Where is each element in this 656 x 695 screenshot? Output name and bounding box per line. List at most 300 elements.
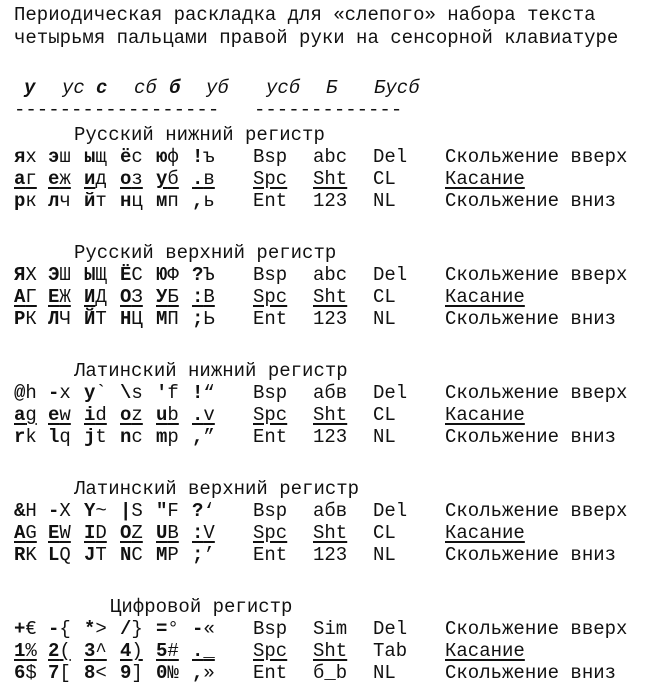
key-secondary: W	[59, 522, 71, 544]
key-secondary: Т	[95, 308, 107, 330]
key-primary: A	[14, 522, 26, 544]
key-pair	[84, 308, 107, 330]
key-primary: "	[156, 500, 168, 522]
command-key: Del	[373, 618, 408, 640]
key-secondary: Ж	[59, 286, 71, 308]
key-primary: 4	[120, 640, 132, 662]
key-pair	[156, 146, 179, 168]
key-secondary: Z	[131, 522, 143, 544]
section-title: Цифровой регистр	[110, 596, 293, 618]
key-secondary: F	[167, 500, 179, 522]
key-pair	[192, 404, 215, 426]
key-secondary: Д	[95, 286, 107, 308]
key-pair	[156, 264, 179, 286]
key-pair	[84, 404, 107, 426]
command-key: Del	[373, 382, 408, 404]
key-primary: ?	[192, 500, 204, 522]
command-key: абв	[313, 500, 348, 522]
legend-item: уб	[206, 77, 229, 99]
key-pair	[192, 168, 215, 190]
key-secondary: Б	[167, 286, 179, 308]
command-key: CL	[373, 286, 396, 308]
key-pair	[14, 404, 37, 426]
key-pair	[192, 500, 215, 522]
key-secondary: с	[131, 146, 143, 168]
key-primary: !	[192, 146, 204, 168]
command-key: Ent	[253, 662, 288, 684]
command-key: 123	[313, 190, 348, 212]
key-primary: r	[14, 426, 26, 448]
command-key: Del	[373, 264, 408, 286]
command-key: Bsp	[253, 264, 288, 286]
key-primary: o	[120, 404, 132, 426]
key-secondary: >	[95, 618, 107, 640]
key-pair	[120, 662, 143, 684]
key-pair	[48, 662, 71, 684]
key-primary: E	[48, 522, 60, 544]
command-key: Sht	[313, 168, 348, 190]
key-secondary: (	[59, 640, 71, 662]
key-secondary: »	[203, 662, 215, 684]
gesture-label: Касание	[445, 404, 525, 426]
key-pair	[48, 640, 71, 662]
key-primary: -	[48, 618, 60, 640]
key-primary: .	[192, 640, 204, 662]
key-pair	[120, 190, 143, 212]
key-primary: =	[156, 618, 168, 640]
key-pair	[156, 662, 179, 684]
key-secondary: ’	[203, 544, 215, 566]
gesture-label: Касание	[445, 640, 525, 662]
key-primary: 8	[84, 662, 96, 684]
legend-item: с	[96, 77, 108, 99]
key-primary: |	[120, 500, 132, 522]
key-pair	[84, 662, 107, 684]
key-primary: Я	[14, 264, 26, 286]
key-pair	[48, 264, 71, 286]
key-pair	[48, 190, 71, 212]
key-secondary: $	[25, 662, 37, 684]
key-primary: Y	[84, 500, 96, 522]
gesture-label: Касание	[445, 522, 525, 544]
key-secondary: f	[167, 382, 179, 404]
command-key: Tab	[373, 640, 408, 662]
key-pair	[84, 500, 107, 522]
gesture-label: Скольжение вверх	[445, 146, 628, 168]
gesture-label: Скольжение вниз	[445, 544, 617, 566]
key-primary: U	[156, 522, 168, 544]
key-primary: Н	[120, 308, 132, 330]
key-secondary: Ъ	[203, 264, 215, 286]
key-pair	[14, 662, 37, 684]
key-pair	[156, 618, 179, 640]
key-pair	[14, 618, 37, 640]
key-secondary: С	[131, 264, 143, 286]
key-secondary: [	[59, 662, 71, 684]
key-pair	[192, 640, 215, 662]
command-key: Del	[373, 146, 408, 168]
key-pair	[120, 544, 143, 566]
key-secondary: в	[203, 168, 215, 190]
key-pair	[156, 190, 179, 212]
key-pair	[156, 522, 179, 544]
key-pair	[192, 190, 215, 212]
key-primary: Ю	[156, 264, 168, 286]
key-secondary: x	[59, 382, 71, 404]
key-pair	[156, 426, 179, 448]
command-key: Bsp	[253, 382, 288, 404]
key-primary: е	[48, 168, 60, 190]
key-secondary: ъ	[203, 146, 215, 168]
key-secondary: °	[167, 618, 179, 640]
key-secondary: q	[59, 426, 71, 448]
key-primary: О	[120, 286, 132, 308]
key-secondary: Ц	[131, 308, 143, 330]
key-pair	[14, 640, 37, 662]
key-pair	[84, 264, 107, 286]
key-pair	[120, 286, 143, 308]
key-primary: и	[84, 168, 96, 190]
gesture-label: Скольжение вверх	[445, 382, 628, 404]
command-key: NL	[373, 308, 396, 330]
key-secondary: g	[25, 404, 37, 426]
key-pair	[48, 426, 71, 448]
key-pair	[120, 640, 143, 662]
key-primary: u	[156, 404, 168, 426]
key-primary: +	[14, 618, 26, 640]
command-key: abc	[313, 146, 348, 168]
key-secondary: {	[59, 618, 71, 640]
key-pair	[120, 382, 143, 404]
key-pair	[156, 404, 179, 426]
key-primary: о	[120, 168, 132, 190]
key-secondary: ф	[167, 146, 179, 168]
key-secondary: Ф	[167, 264, 179, 286]
key-primary: J	[84, 544, 96, 566]
legend-item: Б	[326, 77, 338, 99]
key-primary: ?	[192, 264, 204, 286]
gesture-label: Скольжение вверх	[445, 264, 628, 286]
command-key: 123	[313, 544, 348, 566]
key-primary: э	[48, 146, 60, 168]
key-primary: Э	[48, 264, 60, 286]
key-pair	[48, 500, 71, 522]
key-pair	[120, 404, 143, 426]
key-pair	[48, 544, 71, 566]
key-pair	[14, 500, 37, 522]
key-secondary: s	[131, 382, 143, 404]
key-secondary: б	[167, 168, 179, 190]
key-pair	[84, 190, 107, 212]
key-pair	[120, 308, 143, 330]
key-secondary: «	[203, 618, 215, 640]
key-secondary: B	[167, 522, 179, 544]
key-secondary: v	[203, 404, 215, 426]
key-secondary: к	[25, 190, 37, 212]
section-title: Латинский нижний регистр	[74, 360, 348, 382]
key-secondary: z	[131, 404, 143, 426]
key-primary: I	[84, 522, 96, 544]
command-key: Sim	[313, 618, 348, 640]
key-primary: й	[84, 190, 96, 212]
key-primary: L	[48, 544, 60, 566]
command-key: 123	[313, 308, 348, 330]
key-secondary: Ш	[59, 264, 71, 286]
key-primary: ,	[192, 662, 204, 684]
key-secondary: д	[95, 168, 107, 190]
key-secondary: ^	[95, 640, 107, 662]
document-title-line-2: четырьмя пальцами правой руки на сенсорной клавиатуре	[14, 27, 619, 49]
key-secondary: ]	[131, 662, 143, 684]
key-primary: 2	[48, 640, 60, 662]
key-pair	[84, 618, 107, 640]
key-pair	[192, 544, 215, 566]
key-primary: a	[14, 404, 26, 426]
key-secondary: X	[59, 500, 71, 522]
key-primary: 3	[84, 640, 96, 662]
key-primary: *	[84, 618, 96, 640]
gesture-label: Касание	[445, 168, 525, 190]
key-primary: ;	[192, 544, 204, 566]
key-secondary: Q	[59, 544, 71, 566]
key-secondary: w	[59, 404, 71, 426]
gesture-label: Скольжение вверх	[445, 500, 628, 522]
key-primary: n	[120, 426, 132, 448]
legend-dashes	[14, 99, 403, 121]
key-primary: l	[48, 426, 60, 448]
key-primary: Е	[48, 286, 60, 308]
key-primary: -	[192, 618, 204, 640]
key-pair	[84, 544, 107, 566]
key-primary: 7	[48, 662, 60, 684]
key-secondary: “	[203, 382, 215, 404]
legend-dashes-left: ------------------	[14, 99, 220, 121]
key-secondary: щ	[95, 146, 107, 168]
key-secondary: ~	[95, 500, 107, 522]
key-secondary: З	[131, 286, 143, 308]
key-secondary: ц	[131, 190, 143, 212]
command-key: Sht	[313, 640, 348, 662]
key-primary: м	[156, 190, 168, 212]
key-secondary: ч	[59, 190, 71, 212]
command-key: Spc	[253, 404, 288, 426]
key-pair	[14, 544, 37, 566]
key-secondary: т	[95, 190, 107, 212]
key-secondary: ‘	[203, 500, 215, 522]
command-key: Sht	[313, 404, 348, 426]
command-key: б_b	[313, 662, 348, 684]
command-key: abc	[313, 264, 348, 286]
key-secondary: г	[25, 168, 37, 190]
key-primary: .	[192, 168, 204, 190]
key-pair	[192, 522, 215, 544]
key-primary: M	[156, 544, 168, 566]
key-secondary: b	[167, 404, 179, 426]
key-primary: @	[14, 382, 26, 404]
key-primary: :	[192, 522, 204, 544]
key-primary: л	[48, 190, 60, 212]
gesture-label: Касание	[445, 286, 525, 308]
command-key: Ent	[253, 308, 288, 330]
key-primary: -	[48, 382, 60, 404]
key-primary: -	[48, 500, 60, 522]
key-secondary: S	[131, 500, 143, 522]
key-pair	[84, 168, 107, 190]
key-pair	[120, 500, 143, 522]
key-pair	[120, 168, 143, 190]
key-secondary: Щ	[95, 264, 107, 286]
gesture-label: Скольжение вверх	[445, 618, 628, 640]
key-primary: 0	[156, 662, 168, 684]
key-primary: н	[120, 190, 132, 212]
key-primary: Й	[84, 308, 96, 330]
key-pair	[192, 662, 215, 684]
key-primary: !	[192, 382, 204, 404]
command-key: NL	[373, 190, 396, 212]
key-pair	[192, 308, 215, 330]
command-key: Spc	[253, 286, 288, 308]
key-primary: Ё	[120, 264, 132, 286]
key-pair	[48, 308, 71, 330]
key-secondary: %	[25, 640, 37, 662]
key-pair	[120, 522, 143, 544]
key-primary: У	[156, 286, 168, 308]
key-primary: а	[14, 168, 26, 190]
key-primary: '	[156, 382, 168, 404]
key-secondary: Ь	[203, 308, 215, 330]
key-pair	[14, 190, 37, 212]
key-primary: m	[156, 426, 168, 448]
key-pair	[192, 146, 215, 168]
legend-item: у	[24, 77, 36, 99]
key-pair	[48, 522, 71, 544]
key-pair	[48, 618, 71, 640]
key-pair	[192, 286, 215, 308]
command-key: Del	[373, 500, 408, 522]
key-primary: 6	[14, 662, 26, 684]
command-key: Ent	[253, 544, 288, 566]
key-secondary: з	[131, 168, 143, 190]
key-secondary: c	[131, 426, 143, 448]
command-key: Spc	[253, 522, 288, 544]
key-secondary: Х	[25, 264, 37, 286]
key-pair	[84, 426, 107, 448]
legend-item: Бусб	[374, 77, 420, 99]
legend-item: сб	[134, 77, 157, 99]
key-pair	[14, 146, 37, 168]
key-secondary: _	[203, 640, 215, 662]
key-primary: i	[84, 404, 96, 426]
command-key: Spc	[253, 640, 288, 662]
key-primary: y	[84, 382, 96, 404]
legend-item: б	[169, 77, 181, 99]
key-primary: у	[156, 168, 168, 190]
command-key: Bsp	[253, 618, 288, 640]
key-pair	[156, 308, 179, 330]
key-pair	[14, 426, 37, 448]
key-pair	[48, 286, 71, 308]
command-key: Sht	[313, 286, 348, 308]
section-title: Латинский верхний регистр	[74, 478, 360, 500]
command-key: Ent	[253, 426, 288, 448]
key-pair	[84, 146, 107, 168]
key-secondary: ш	[59, 146, 71, 168]
key-pair	[48, 168, 71, 190]
key-secondary: Ч	[59, 308, 71, 330]
legend-dashes-right: -------------	[254, 99, 403, 121]
key-secondary: k	[25, 426, 37, 448]
command-key: Sht	[313, 522, 348, 544]
key-pair	[84, 286, 107, 308]
key-secondary: п	[167, 190, 179, 212]
key-primary: O	[120, 522, 132, 544]
key-pair	[156, 168, 179, 190]
section-title: Русский верхний регистр	[74, 242, 337, 264]
key-secondary: `	[95, 382, 107, 404]
command-key: NL	[373, 544, 396, 566]
gesture-label: Скольжение вниз	[445, 308, 617, 330]
key-secondary: H	[25, 500, 37, 522]
key-primary: e	[48, 404, 60, 426]
key-secondary: №	[167, 662, 179, 684]
key-primary: ю	[156, 146, 168, 168]
section-title: Русский нижний регистр	[74, 124, 325, 146]
command-key: абв	[313, 382, 348, 404]
command-key: 123	[313, 426, 348, 448]
key-secondary: ж	[59, 168, 71, 190]
key-pair	[14, 308, 37, 330]
key-pair	[156, 640, 179, 662]
finger-legend	[14, 77, 420, 99]
key-pair	[156, 500, 179, 522]
key-secondary: T	[95, 544, 107, 566]
key-secondary: V	[203, 522, 215, 544]
key-pair	[156, 544, 179, 566]
key-primary: .	[192, 404, 204, 426]
key-pair	[48, 404, 71, 426]
key-secondary: €	[25, 618, 37, 640]
key-secondary: Г	[25, 286, 37, 308]
key-primary: R	[14, 544, 26, 566]
key-primary: ;	[192, 308, 204, 330]
key-secondary: d	[95, 404, 107, 426]
key-secondary: В	[203, 286, 215, 308]
key-primary: :	[192, 286, 204, 308]
legend-item: усб	[266, 77, 301, 99]
gesture-label: Скольжение вниз	[445, 190, 617, 212]
key-primary: 5	[156, 640, 168, 662]
key-pair	[156, 286, 179, 308]
key-primary: ,	[192, 426, 204, 448]
key-primary: я	[14, 146, 26, 168]
command-key: Bsp	[253, 146, 288, 168]
key-primary: р	[14, 190, 26, 212]
key-pair	[84, 522, 107, 544]
key-pair	[120, 618, 143, 640]
key-secondary: )	[131, 640, 143, 662]
key-secondary: t	[95, 426, 107, 448]
key-primary: Ы	[84, 264, 96, 286]
key-pair	[120, 264, 143, 286]
key-primary: И	[84, 286, 96, 308]
command-key: CL	[373, 404, 396, 426]
key-pair	[48, 382, 71, 404]
gesture-label: Скольжение вниз	[445, 426, 617, 448]
key-secondary: }	[131, 618, 143, 640]
command-key: CL	[373, 168, 396, 190]
key-secondary: х	[25, 146, 37, 168]
document-title-line-1: Периодическая раскладка для «слепого» набора текста	[14, 4, 596, 26]
